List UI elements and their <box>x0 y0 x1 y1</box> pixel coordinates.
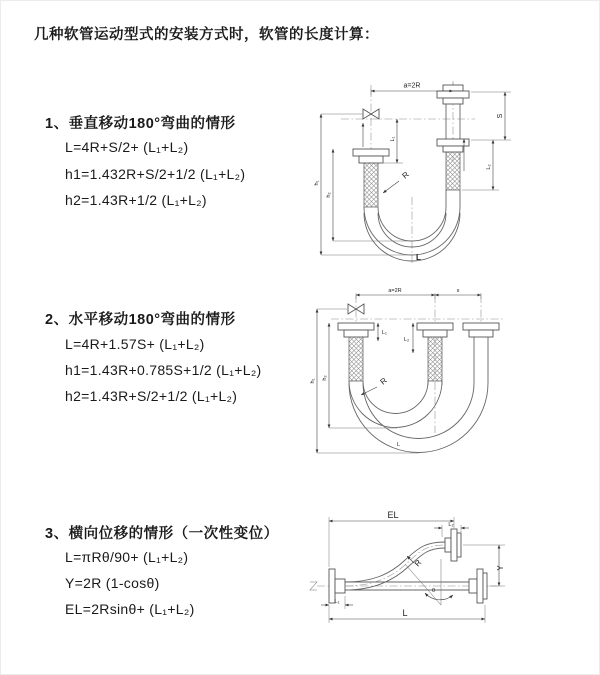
fig3-lower-right-flange <box>469 569 487 603</box>
fig3-radius-label: R <box>412 558 424 569</box>
fig2-dim-s <box>435 288 481 299</box>
figure-1-vertical-u-bend-diagram <box>313 71 591 266</box>
fig2-radius-label: R <box>378 375 389 387</box>
fig3-upper-right-flange <box>445 529 461 561</box>
formula-1-h1: h1=1.432R+S/2+1/2 (L₁+L₂) <box>65 166 246 182</box>
fig3-dim-label-l2: L₂ <box>448 522 454 528</box>
fig3-dim-label-l1: L₁ <box>334 599 340 605</box>
figure-3-lateral-displacement-diagram <box>301 501 599 651</box>
fig2-dim-label-l2: L₂ <box>404 337 410 343</box>
formula-2-L: L=4R+1.57S+ (L₁+L₂) <box>65 336 205 352</box>
fig3-dim-label-y: Y <box>496 565 505 571</box>
fig2-dim-label-s: s <box>456 288 460 294</box>
fig1-dim-label-l2: L₂ <box>486 164 492 170</box>
section-2-heading: 2、水平移动180°弯曲的情形 <box>45 312 236 328</box>
fig1-dim-label-a2r: a=2R <box>403 82 421 90</box>
fig2-dim-label-h1: h₁ <box>310 378 316 384</box>
formula-2-h1: h1=1.43R+0.785S+1/2 (L₁+L₂) <box>65 362 262 378</box>
fig3-radius-callout <box>407 556 424 568</box>
fig2-dim-l2 <box>404 323 413 353</box>
fig2-right-pipe <box>463 323 499 337</box>
formula-3-Y: Y=2R (1-cosθ) <box>65 575 160 591</box>
fig3-dim-label-el: EL <box>387 510 399 520</box>
fig3-left-flange <box>329 569 345 603</box>
fig2-dim-a2r <box>356 288 435 299</box>
section-1-heading: 1、垂直移动180°弯曲的情形 <box>45 116 236 132</box>
fig2-hose-curves <box>349 337 488 453</box>
fig2-dim-label-h2: h₂ <box>322 375 328 381</box>
fig3-angle-label: θ <box>432 588 436 594</box>
fig2-dim-l1 <box>378 323 387 341</box>
fig3-dim-l <box>329 605 485 623</box>
fig2-middle-pipe <box>417 323 453 381</box>
figure-2-horizontal-u-bend-diagram <box>309 283 594 458</box>
formula-3-EL: EL=2Rsinθ+ (L₁+L₂) <box>65 601 195 617</box>
formula-2-h2: h2=1.43R+S/2+1/2 (L₁+L₂) <box>65 388 238 404</box>
fig2-length-label: L <box>397 442 401 448</box>
fig3-dim-el <box>329 510 454 567</box>
fig1-dim-label-h1: h₁ <box>314 180 320 186</box>
fig1-radius-label: R <box>400 169 411 181</box>
fig1-dim-s <box>471 92 511 140</box>
fig1-dim-label-l1: L₁ <box>390 136 396 142</box>
fig2-dim-label-a2r: a=2R <box>388 288 402 294</box>
section-3-heading: 3、横向位移的情形（一次性变位） <box>45 526 279 542</box>
formula-3-L: L=πRθ/90+ (L₁+L₂) <box>65 549 189 565</box>
fig2-dim-label-l1: L₁ <box>382 330 387 336</box>
fig1-radius-callout <box>383 170 411 193</box>
formula-1-L: L=4R+S/2+ (L₁+L₂) <box>65 139 189 155</box>
fig3-dim-label-l: L <box>402 608 408 618</box>
fig1-length-label: L <box>416 253 421 262</box>
fig1-dim-label-h2: h₂ <box>326 192 332 198</box>
formula-1-h2: h2=1.43R+1/2 (L₁+L₂) <box>65 192 207 208</box>
fig3-dim-l1 <box>321 596 353 609</box>
fig3-curved-hose <box>345 542 445 590</box>
page-title: 几种软管运动型式的安装方式时，软管的长度计算： <box>34 27 379 43</box>
fig1-dim-label-s: S <box>497 113 504 119</box>
fig1-dim-l2 <box>462 140 499 190</box>
fig3-break-mark <box>310 582 317 590</box>
